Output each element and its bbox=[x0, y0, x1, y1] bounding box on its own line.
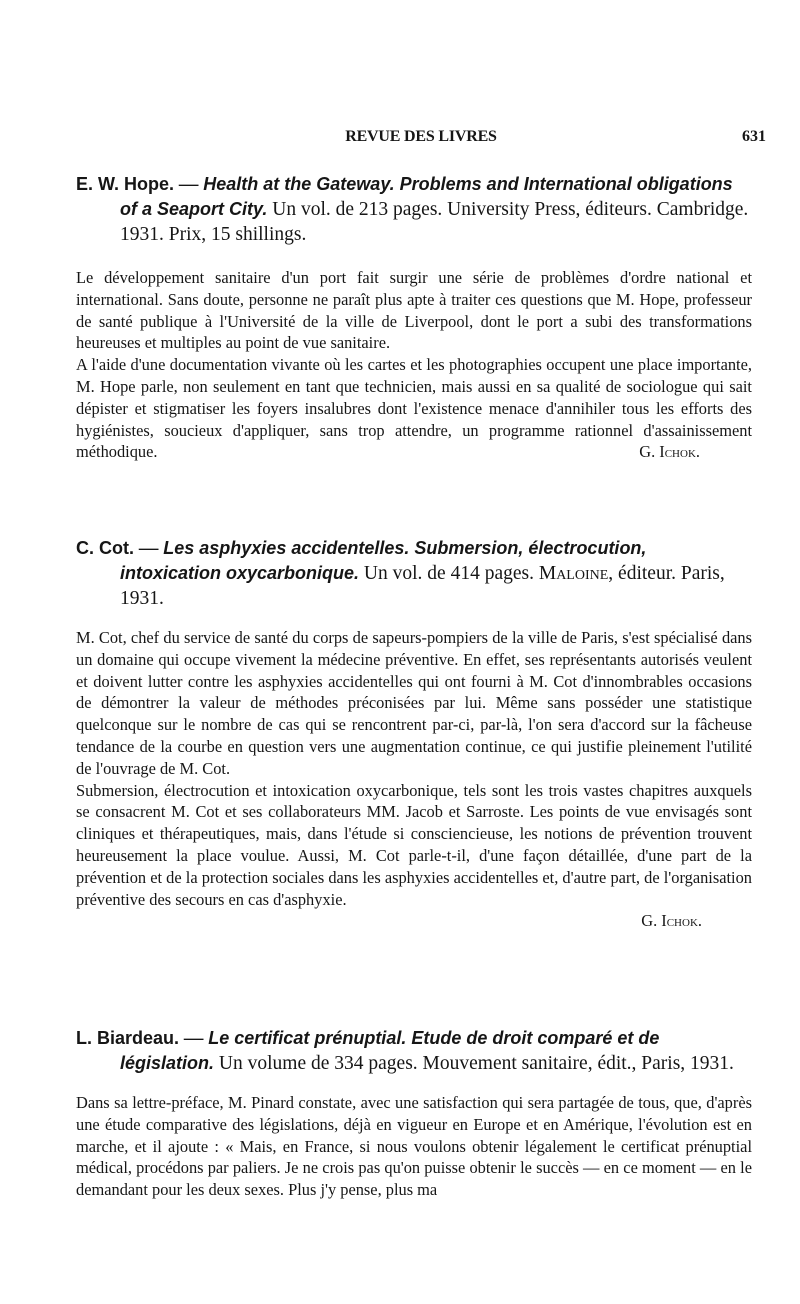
signature: G. Ichok. bbox=[641, 911, 702, 931]
review-body bbox=[76, 267, 752, 463]
author: C. Cot. bbox=[76, 538, 134, 558]
paragraph: Dans sa lettre-préface, M. Pinard constate, avec une satisfaction qui sera partagée de tous, que, d'après une étude comparative des législations, déjà en vigueur en Europe et en Amérique, l'évolution est en marche, et il ajoute : « Mais, en France, si nous voulons obtenir légalement le certificat prénuptial médical, procédons par paliers. Je ne crois pas qu'on puisse obtenir le succès — en ce moment — en le demandant pour les deux sexes. Plus j'y pense, plus ma bbox=[76, 1093, 752, 1200]
citation bbox=[76, 172, 752, 247]
book-title: Les asphyxies accidentelles. Submersion, électrocution, intoxication oxycarbonique. bbox=[120, 538, 647, 583]
review-biardeau bbox=[76, 1026, 752, 1201]
signature: G. Ichok. bbox=[639, 442, 700, 462]
book-details: Un vol. de 414 pages. bbox=[363, 563, 534, 584]
review-cot bbox=[76, 536, 752, 932]
author: L. Biardeau. bbox=[76, 1028, 180, 1048]
book-details: Un volume de 334 pages. Mouvement sanitaire, édit., Paris, 1931. bbox=[218, 1053, 734, 1074]
publisher: Maloine, bbox=[538, 563, 614, 584]
page-number: 631 bbox=[742, 128, 766, 145]
book-title: Health at the Gateway. Problems and International obligations of a Seaport City. bbox=[120, 174, 733, 219]
dash: — bbox=[183, 1028, 204, 1049]
paragraph: Submersion, électrocution et intoxication oxycarbonique, tels sont les trois vastes chapitres auxquels se consacrent M. Cot et ses collaborateurs MM. Jacob et Sarroste. Les points de vue envisagés sont cliniques et thérapeutiques, mais, dans l'étude si consciencieuse, les notions de prévention trouvent heureusement la place voulue. Aussi, M. Cot parle-t-il, d'une façon détaillée, d'une part de la prévention et de la protection sociales dans les asphyxies accidentelles et, d'autre part, de l'organisation préventive des secours en cas d'asphyxie. bbox=[76, 780, 752, 909]
citation bbox=[76, 1026, 752, 1076]
paragraph: M. Cot, chef du service de santé du corps de sapeurs-pompiers de la ville de Paris, s'est spécialisé dans un domaine qui occupe vivement la médecine préventive. En effet, ses représentants autorisés veulent et doivent lutter contre les asphyxies accidentelles qui ont fourni à M. Cot d'innombrables occasions de démontrer la valeur de méthodes préconisées par lui. Même sans posséder une statistique quelconque sur le nombre de cas qui se rencontrent par-ci, par-là, l'on sera d'accord sur la fâcheuse tendance de la courbe en question vers une augmentation continue, ce qui justifie pleinement l'utilité de l'ouvrage de M. Cot. bbox=[76, 628, 752, 778]
dash: — bbox=[138, 538, 159, 559]
running-title: REVUE DES LIVRES bbox=[345, 128, 497, 145]
citation bbox=[76, 536, 752, 611]
review-body bbox=[76, 1092, 752, 1201]
review-body bbox=[76, 627, 752, 932]
running-head bbox=[76, 128, 766, 152]
paragraph: Le développement sanitaire d'un port fait surgir une série de problèmes d'ordre national et international. Sans doute, personne ne paraît plus apte à traiter ces questions que M. Hope, professeur de santé publique à l'Université de la ville de Liverpool, dont le port a subi des transformations heureuses et multiples au point de vue sanitaire. bbox=[76, 268, 752, 353]
book-title: Le certificat prénuptial. Etude de droit comparé et de législation. bbox=[120, 1028, 660, 1073]
paragraph bbox=[76, 354, 752, 463]
book-details: Un vol. de 213 pages. University Press, éditeurs. Cambridge. 1931. Prix, 15 shillings. bbox=[120, 199, 749, 245]
author: E. W. Hope. bbox=[76, 174, 175, 194]
review-hope bbox=[76, 172, 752, 463]
book-details-end: éditeur. Paris, 1931. bbox=[120, 563, 725, 609]
dash: — bbox=[178, 174, 199, 195]
paragraph-text: A l'aide d'une documentation vivante où les cartes et les photographies occupent une place importante, M. Hope parle, non seulement en tant que technicien, mais aussi en sa qualité de sociologue qui sait dépister et stigmatiser les foyers insalubres dont l'existence menace d'annihiler tous les efforts des hygiénistes, soucieux d'appliquer, sans trop attendre, un programme rationnel d'assainissement méthodique. bbox=[76, 355, 752, 462]
